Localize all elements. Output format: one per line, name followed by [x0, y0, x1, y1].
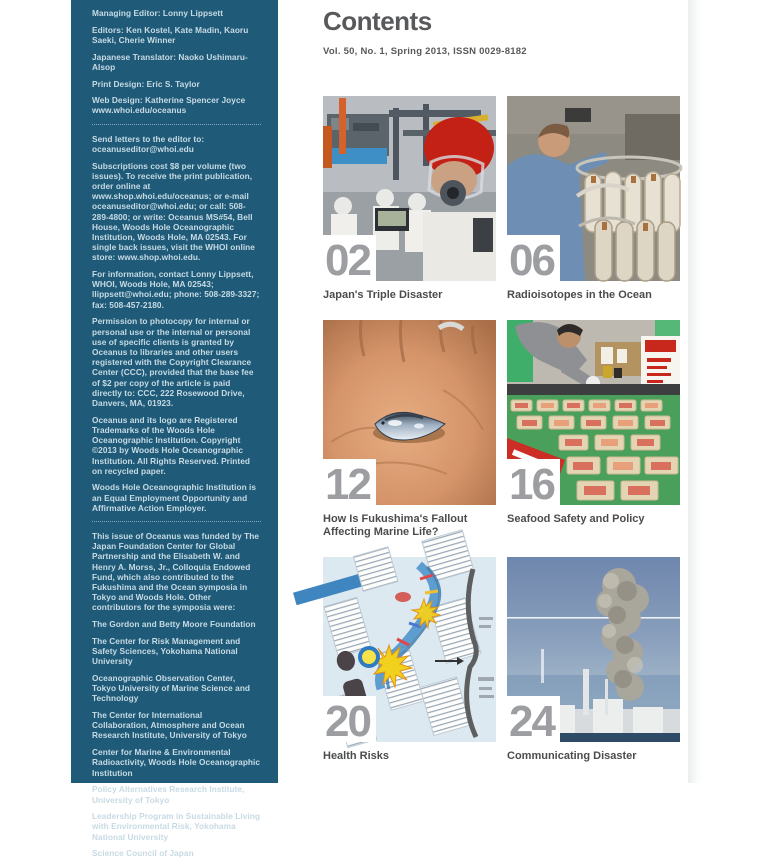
masthead-paragraph: For information, contact Lonny Lippsett, WHOI, Woods Hole, MA 02543; llippsett@whoi.edu; phone: 508-289-3327; fax: 508-457-2180.: [92, 269, 260, 310]
page-number-box: [323, 459, 376, 509]
masthead-paragraph: Managing Editor: Lonny Lippsett: [92, 8, 224, 18]
masthead-paragraph: Center for Marine & Environmental Radioactivity, Woods Hole Oceanographic Institution: [92, 747, 261, 778]
article-title: How Is Fukushima's Fallout Affecting Marine Life?: [323, 512, 468, 538]
masthead-paragraph: The Center for Risk Management and Safety Sciences, Yokohama National University: [92, 635, 241, 667]
article-photo-health-infographic: [323, 557, 496, 746]
article-photo-sampling-rosette: [507, 96, 680, 285]
masthead-paragraph: Print Design: Eric S. Taylor: [92, 78, 200, 89]
article-title: Communicating Disaster: [507, 749, 637, 762]
page-number: 06: [509, 236, 554, 285]
masthead-paragraph: Woods Hole Oceanographic Institution is an Equal Employment Opportunity and Affirmative Action Employer.: [92, 482, 257, 513]
masthead-paragraph: The Gordon and Betty Moore Foundation: [92, 619, 256, 630]
article-title: Radioisotopes in the Ocean: [507, 289, 652, 301]
page-number: 16: [509, 459, 554, 509]
masthead-staff-section: [92, 8, 261, 116]
masthead-paragraph: This issue of Oceanus was funded by The Japan Foundation Center for Global Partnership and the Elisabeth W. and Henry A. Morss, Jr., Colloquia Endowed Fund, which also contributed to the Fukushima and the Ocean symposia in Tokyo and Woods Hole. Other contributors for the symposia were:: [92, 531, 260, 613]
article-title: Japan's Triple Disaster: [323, 289, 443, 301]
page-title: Contents: [323, 6, 432, 36]
page-number: 12: [325, 459, 370, 509]
page-number-box: [507, 696, 560, 746]
masthead-paragraph: Oceanus and its logo are Registered Trademarks of the Woods Hole Oceanographic Institution. Copyright ©2013 by Woods Hole Oceanographic Institution. All Rights Reserved. Printed on recycled paper.: [92, 414, 251, 476]
masthead-paragraph: Subscriptions cost $8 per volume (two issues). To receive the print publication, order online at www.shop.whoi.edu/oceanus; or e-mail oceanuseditor@whoi.edu; or call: 508-289-4800; or write: Oceanus MS#54, Bell House, Woods Hole Oceanographic Institution, Woods Hole, MA 02543. For single back issues, visit the WHOI online store: www.shop.whoi.edu.: [92, 160, 255, 263]
masthead-paragraph: The Center for International Collaboration, Atmosphere and Ocean Research Institute, University of Tokyo: [92, 710, 247, 741]
page-number-box: [323, 235, 376, 285]
masthead-funding-section: [92, 531, 261, 858]
masthead-sidebar: [71, 0, 278, 859]
page-number: 20: [325, 696, 370, 746]
article-card: [507, 557, 680, 764]
dotted-divider: [92, 521, 261, 522]
article-card: [507, 96, 680, 303]
article-title: Health Risks: [323, 749, 390, 762]
masthead-paragraph: Japanese Translator: Naoko Ushimaru-Alsop: [92, 51, 248, 72]
page-edge-shadow: [688, 0, 703, 783]
article-card: [323, 557, 496, 764]
contents-column: [323, 0, 683, 780]
dotted-divider: [92, 124, 261, 125]
issue-info: Vol. 50, No. 1, Spring 2013, ISSN 0029-8182: [323, 46, 527, 57]
article-card: [507, 320, 680, 540]
masthead-paragraph: Policy Alternatives Research Institute, University of Tokyo: [92, 784, 245, 805]
page-number: 24: [509, 696, 554, 746]
article-photo-fish-in-hand: [323, 320, 496, 509]
article-card: [323, 96, 496, 303]
article-photo-smoke-plume: [507, 557, 680, 746]
article-title: Seafood Safety and Policy: [507, 512, 645, 525]
article-grid: [323, 96, 683, 780]
masthead-paragraph: Science Council of Japan: [92, 848, 194, 859]
masthead-paragraph: Editors: Ken Kostel, Kate Madin, Kaoru Saeki, Cherie Winner: [92, 24, 249, 45]
masthead-paragraph: Send letters to the editor to: oceanuseditor@whoi.edu: [92, 133, 205, 154]
page-number-box: [323, 696, 376, 746]
masthead-contact-section: [92, 134, 261, 513]
page-number: 02: [325, 236, 370, 285]
masthead-paragraph: Leadership Program in Sustainable Living with Environmental Risk, Yokohama National University: [92, 811, 260, 842]
page-number-box: [507, 235, 560, 285]
article-photo-fukushima-workers: [323, 96, 496, 285]
article-photo-seafood-market: [507, 320, 680, 509]
masthead-paragraph: Web Design: Katherine Spencer Joyce www.whoi.edu/oceanus: [92, 95, 246, 116]
masthead-paragraph: Permission to photocopy for internal or personal use or the internal or personal use of specific clients is granted by Oceanus to libraries and other users registered with the Copyright Clearance Center (CCC), provided that the base fee of $2 per copy of the article is paid directly to: CCC, 222 Rosewood Drive, Danvers, MA, 01923.: [92, 316, 254, 408]
article-card: [323, 320, 496, 540]
page-number-box: [507, 459, 560, 509]
masthead-paragraph: Oceanographic Observation Center, Tokyo University of Marine Science and Technology: [92, 672, 251, 704]
